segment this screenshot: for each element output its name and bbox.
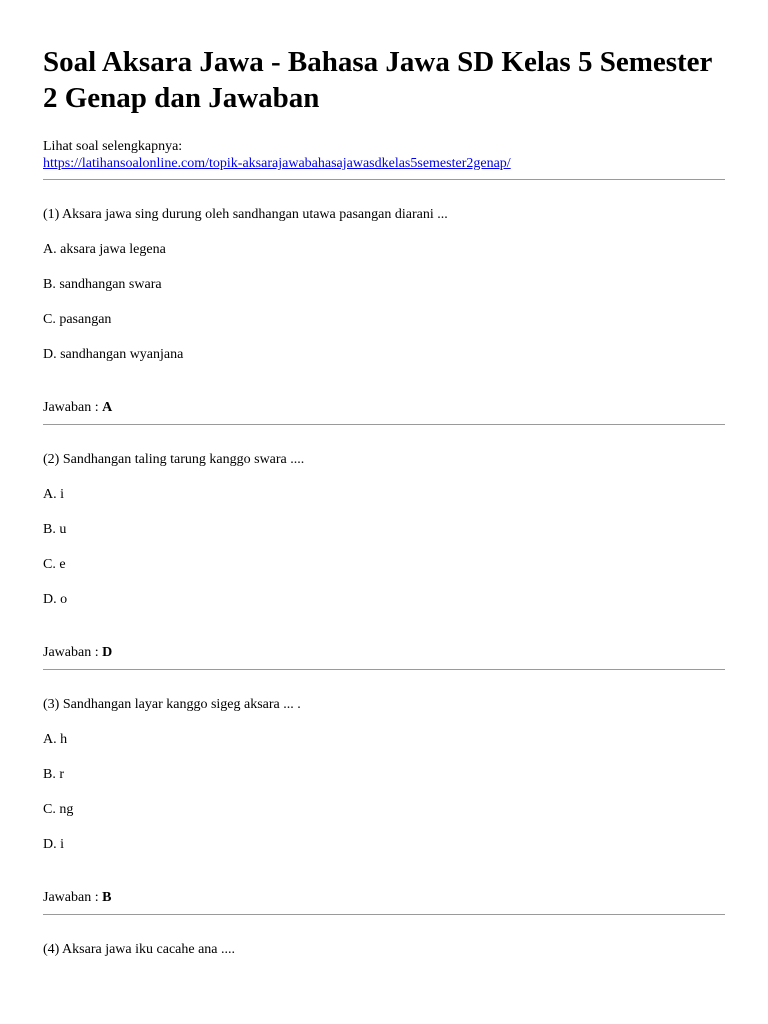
divider	[43, 669, 725, 670]
document-page	[43, 44, 725, 958]
question-text: (3) Sandhangan layar kanggo sigeg aksara ... .	[43, 697, 301, 712]
option-b: B. r	[43, 767, 64, 782]
answer-label: Jawaban :	[43, 645, 103, 660]
answer-line	[43, 644, 725, 661]
page-title: Soal Aksara Jawa - Bahasa Jawa SD Kelas 5 Semester 2 Genap dan Jawaban	[43, 46, 712, 114]
answer-line	[43, 889, 725, 906]
option-a: A. h	[43, 732, 68, 747]
answer-value: D	[102, 645, 113, 660]
question-3	[43, 696, 725, 906]
option-b: B. u	[43, 522, 67, 537]
answer-line	[43, 399, 725, 416]
question-2	[43, 451, 725, 661]
option-d: D. i	[43, 837, 64, 852]
answer-label: Jawaban :	[43, 890, 103, 905]
answer-label: Jawaban :	[43, 400, 103, 415]
option-c: C. e	[43, 557, 66, 572]
option-a: A. aksara jawa legena	[43, 242, 166, 257]
source-link[interactable]: https://latihansoalonline.com/topik-aksarajawabahasajawasdkelas5semester2genap/	[43, 156, 511, 171]
answer-value: B	[102, 890, 112, 905]
question-4	[43, 941, 725, 958]
question-1	[43, 206, 725, 416]
option-a: A. i	[43, 487, 64, 502]
option-d: D. o	[43, 592, 68, 607]
answer-value: A	[102, 400, 113, 415]
divider	[43, 424, 725, 425]
divider	[43, 179, 725, 180]
intro	[43, 138, 725, 172]
option-c: C. ng	[43, 802, 74, 817]
option-d: D. sandhangan wyanjana	[43, 347, 184, 362]
intro-label: Lihat soal selengkapnya:	[43, 139, 183, 154]
question-text: (4) Aksara jawa iku cacahe ana ....	[43, 942, 236, 957]
option-c: C. pasangan	[43, 312, 112, 327]
divider	[43, 914, 725, 915]
option-b: B. sandhangan swara	[43, 277, 162, 292]
question-text: (2) Sandhangan taling tarung kanggo swara ....	[43, 452, 305, 467]
question-text: (1) Aksara jawa sing durung oleh sandhangan utawa pasangan diarani ...	[43, 207, 448, 222]
